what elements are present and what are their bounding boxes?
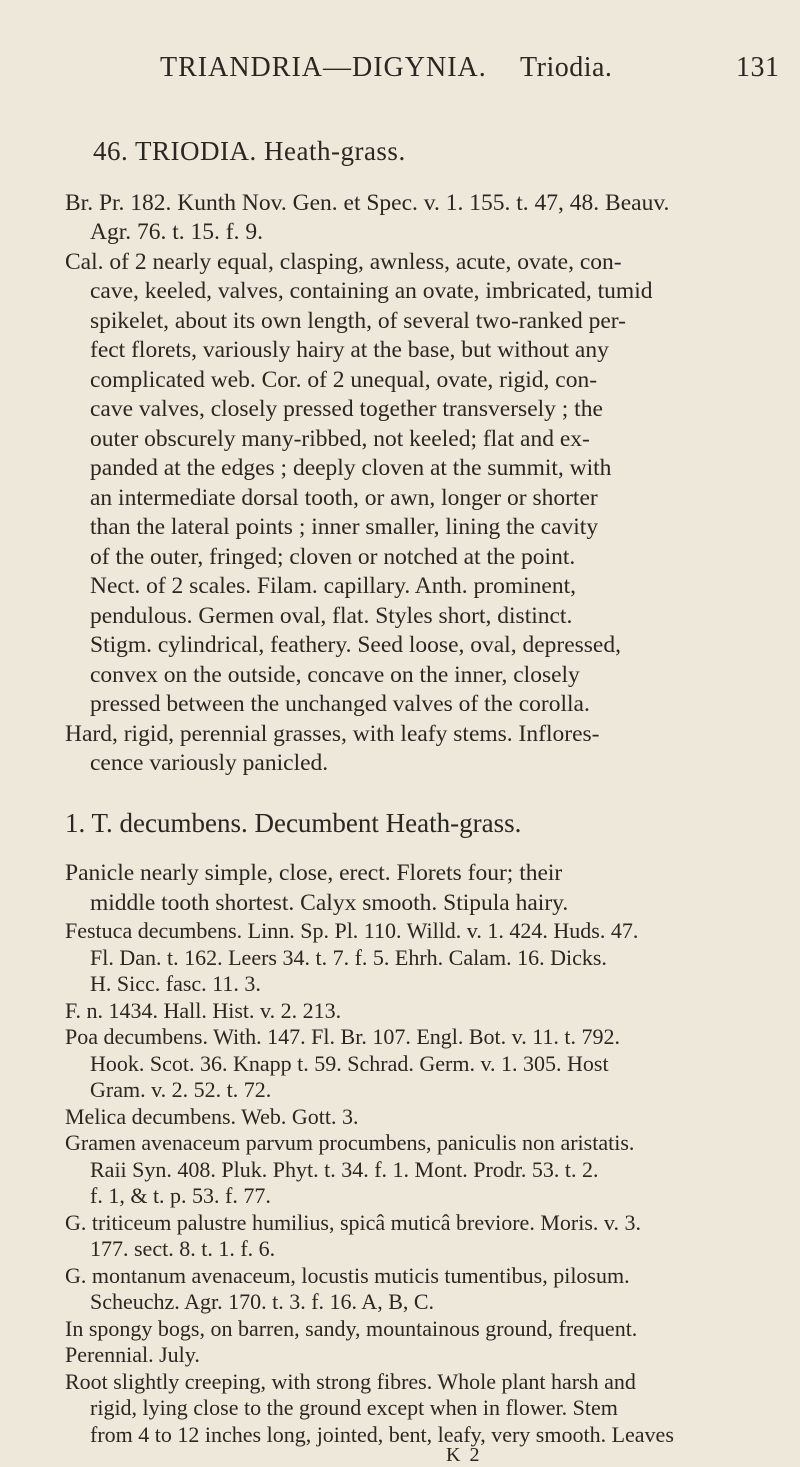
text-line: cence variously panicled. <box>90 750 329 776</box>
text-line: Br. Pr. 182. Kunth Nov. Gen. et Spec. v. 1. 155. t. 47, 48. Beauv. <box>65 190 670 216</box>
text-line: pendulous. Germen oval, flat. Styles short, distinct. <box>90 603 573 629</box>
text-line: convex on the outside, concave on the inner, closely <box>90 662 580 688</box>
synonym-line: 177. sect. 8. t. 1. f. 6. <box>90 1236 276 1261</box>
text-line: cave, keeled, valves, containing an ovate, imbricated, tumid <box>90 278 653 304</box>
text-line: panded at the edges ; deeply cloven at the summit, with <box>90 455 612 481</box>
habitat-line: In spongy bogs, on barren, sandy, mountainous ground, frequent. <box>65 1315 638 1341</box>
synonym-line: Poa decumbens. With. 147. Fl. Br. 107. Engl. Bot. v. 11. t. 792. <box>65 1024 621 1049</box>
running-head-title: TRIANDRIA—DIGYNIA. <box>160 52 487 83</box>
text-line: Agr. 76. t. 15. f. 9. <box>90 219 263 245</box>
running-head-genus: Triodia. <box>520 52 613 83</box>
description-line: Root slightly creeping, with strong fibres. Whole plant harsh and <box>65 1368 636 1394</box>
text-line: than the lateral points ; inner smaller, lining the cavity <box>90 514 599 540</box>
synonym-line: Gram. v. 2. 52. t. 72. <box>90 1077 272 1102</box>
signature-mark: K 2 <box>446 1444 482 1466</box>
synonym-line: G. triticeum palustre humilius, spicâ muticâ breviore. Moris. v. 3. <box>65 1209 641 1235</box>
synonym-line: Gramen avenaceum parvum procumbens, paniculis non aristatis. <box>65 1130 635 1155</box>
synonym-line: f. 1, & t. p. 53. f. 77. <box>90 1183 271 1208</box>
synonym-line: Melica decumbens. Web. Gott. 3. <box>65 1103 359 1129</box>
synonym-line: Fl. Dan. t. 162. Leers 34. t. 7. f. 5. Ehrh. Calam. 16. Dicks. <box>90 944 607 970</box>
synonym-line: F. n. 1434. Hall. Hist. v. 2. 213. <box>65 997 342 1023</box>
page-number: 131 <box>736 52 780 83</box>
description-line: rigid, lying close to the ground except when in flower. Stem <box>90 1395 618 1420</box>
text-line: spikelet, about its own length, of several two-ranked per- <box>90 308 626 334</box>
text-line: Hard, rigid, perennial grasses, with leafy stems. Inflores- <box>65 721 600 747</box>
text-line: Panicle nearly simple, close, erect. Florets four; their <box>65 860 563 886</box>
text-line: cave valves, closely pressed together transversely ; the <box>90 396 603 422</box>
synonym-line: Raii Syn. 408. Pluk. Phyt. t. 34. f. 1. Mont. Prodr. 53. t. 2. <box>90 1156 599 1182</box>
text-line: Cal. of 2 nearly equal, clasping, awnless, acute, ovate, con- <box>65 249 622 275</box>
genus-heading: 46. TRIODIA. Heath-grass. <box>93 136 406 166</box>
text-line: outer obscurely many-ribbed, not keeled; flat and ex- <box>90 426 590 452</box>
running-head <box>0 52 800 92</box>
text-line: Stigm. cylindrical, feathery. Seed loose, oval, depressed, <box>90 632 621 658</box>
description-line: from 4 to 12 inches long, jointed, bent, leafy, very smooth. Leaves <box>90 1421 674 1447</box>
text-line: middle tooth shortest. Calyx smooth. Stipula hairy. <box>90 890 569 916</box>
text-line: pressed between the unchanged valves of the corolla. <box>90 691 590 717</box>
synonym-line: H. Sicc. fasc. 11. 3. <box>90 971 261 996</box>
habitat-line: Perennial. July. <box>65 1342 200 1367</box>
synonym-line: G. montanum avenaceum, locustis muticis tumentibus, pilosum. <box>65 1262 630 1288</box>
synonym-line: Scheuchz. Agr. 170. t. 3. f. 16. A, B, C. <box>90 1289 435 1314</box>
text-line: an intermediate dorsal tooth, or awn, longer or shorter <box>90 485 598 511</box>
text-line: complicated web. Cor. of 2 unequal, ovate, rigid, con- <box>90 367 598 393</box>
synonym-line: Hook. Scot. 36. Knapp t. 59. Schrad. Germ. v. 1. 305. Host <box>90 1050 609 1076</box>
text-line: fect florets, variously hairy at the base, but without any <box>90 337 609 363</box>
text-line: Nect. of 2 scales. Filam. capillary. Anth. prominent, <box>90 573 576 599</box>
text-line: of the outer, fringed; cloven or notched at the point. <box>90 544 576 570</box>
synonym-line: Festuca decumbens. Linn. Sp. Pl. 110. Willd. v. 1. 424. Huds. 47. <box>65 918 639 943</box>
species-heading: 1. T. decumbens. Decumbent Heath-grass. <box>65 808 522 838</box>
